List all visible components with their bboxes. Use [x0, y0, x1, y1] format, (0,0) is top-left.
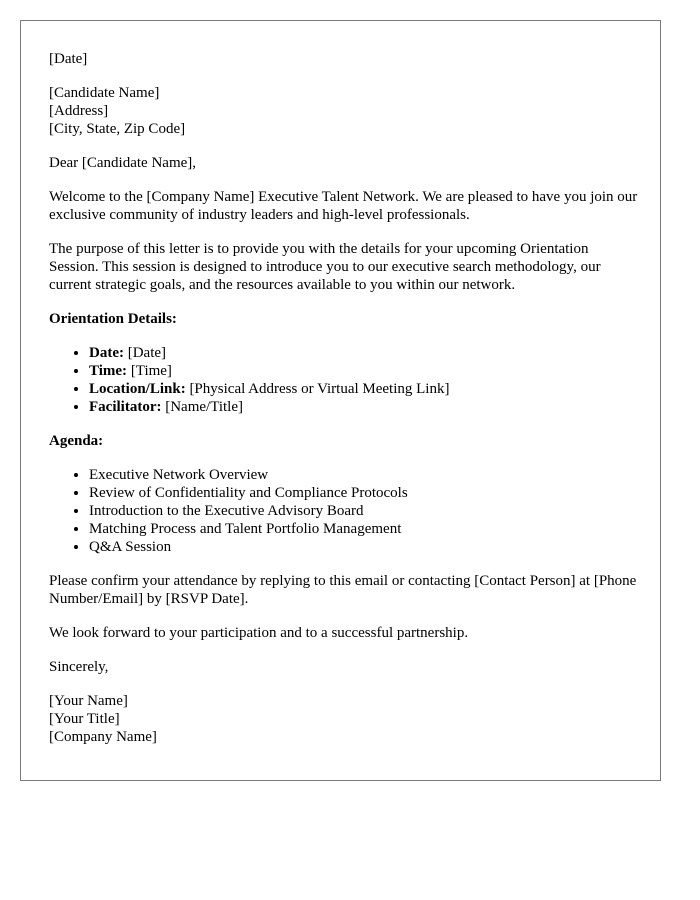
- orientation-list: [49, 344, 639, 416]
- agenda-item: • Introduction to the Executive Advisory Board: [89, 502, 639, 520]
- orientation-item-date: [89, 344, 639, 362]
- orientation-heading: Orientation Details:: [49, 311, 177, 327]
- recipient-address: [Address]: [49, 103, 109, 119]
- welcome-paragraph: Welcome to the [Company Name] Executive Talent Network. We are pleased to have you join our exclusive community of industry leaders and high-level professionals.: [49, 189, 638, 223]
- recipient-block: [49, 84, 639, 138]
- orientation-label: Time:: [89, 363, 128, 379]
- agenda-item: • Review of Confidentiality and Compliance Protocols: [89, 484, 639, 502]
- signature-company: [Company Name]: [49, 729, 157, 745]
- signature-block: [49, 692, 639, 746]
- letter-page: [20, 20, 661, 781]
- confirm-paragraph: Please confirm your attendance by replying to this email or contacting [Contact Person] at [Phone Number/Email] by [RSVP Date].: [49, 573, 637, 607]
- closing-paragraph: We look forward to your participation and to a successful partnership.: [49, 625, 469, 641]
- orientation-item-location: [89, 380, 639, 398]
- orientation-value: [Physical Address or Virtual Meeting Link]: [185, 381, 450, 397]
- agenda-item: • Matching Process and Talent Portfolio Management: [89, 520, 639, 538]
- orientation-item-time: [89, 362, 639, 380]
- recipient-name: [Candidate Name]: [49, 85, 160, 101]
- agenda-heading: Agenda:: [49, 433, 104, 449]
- agenda-item: • Q&A Session: [89, 538, 639, 556]
- orientation-value: [Name/Title]: [161, 399, 243, 415]
- signature-title: [Your Title]: [49, 711, 120, 727]
- letter-body: [49, 50, 639, 746]
- orientation-label: Facilitator:: [89, 399, 162, 415]
- orientation-item-facilitator: [89, 398, 639, 416]
- signature-name: [Your Name]: [49, 693, 128, 709]
- recipient-city-state-zip: [City, State, Zip Code]: [49, 121, 186, 137]
- agenda-list: [49, 466, 639, 556]
- signoff: Sincerely,: [49, 659, 109, 675]
- orientation-value: [Date]: [123, 345, 167, 361]
- purpose-paragraph: The purpose of this letter is to provide you with the details for your upcoming Orientation Session. This session is designed to introduce you to our executive search methodology, our current strategic goals, and the resources available to you within our network.: [49, 241, 601, 293]
- salutation: Dear [Candidate Name],: [49, 155, 197, 171]
- orientation-label: Date:: [89, 345, 124, 361]
- orientation-label: Location/Link:: [89, 381, 186, 397]
- agenda-item: • Executive Network Overview: [89, 466, 639, 484]
- letter-date: [Date]: [49, 51, 88, 67]
- orientation-value: [Time]: [127, 363, 172, 379]
